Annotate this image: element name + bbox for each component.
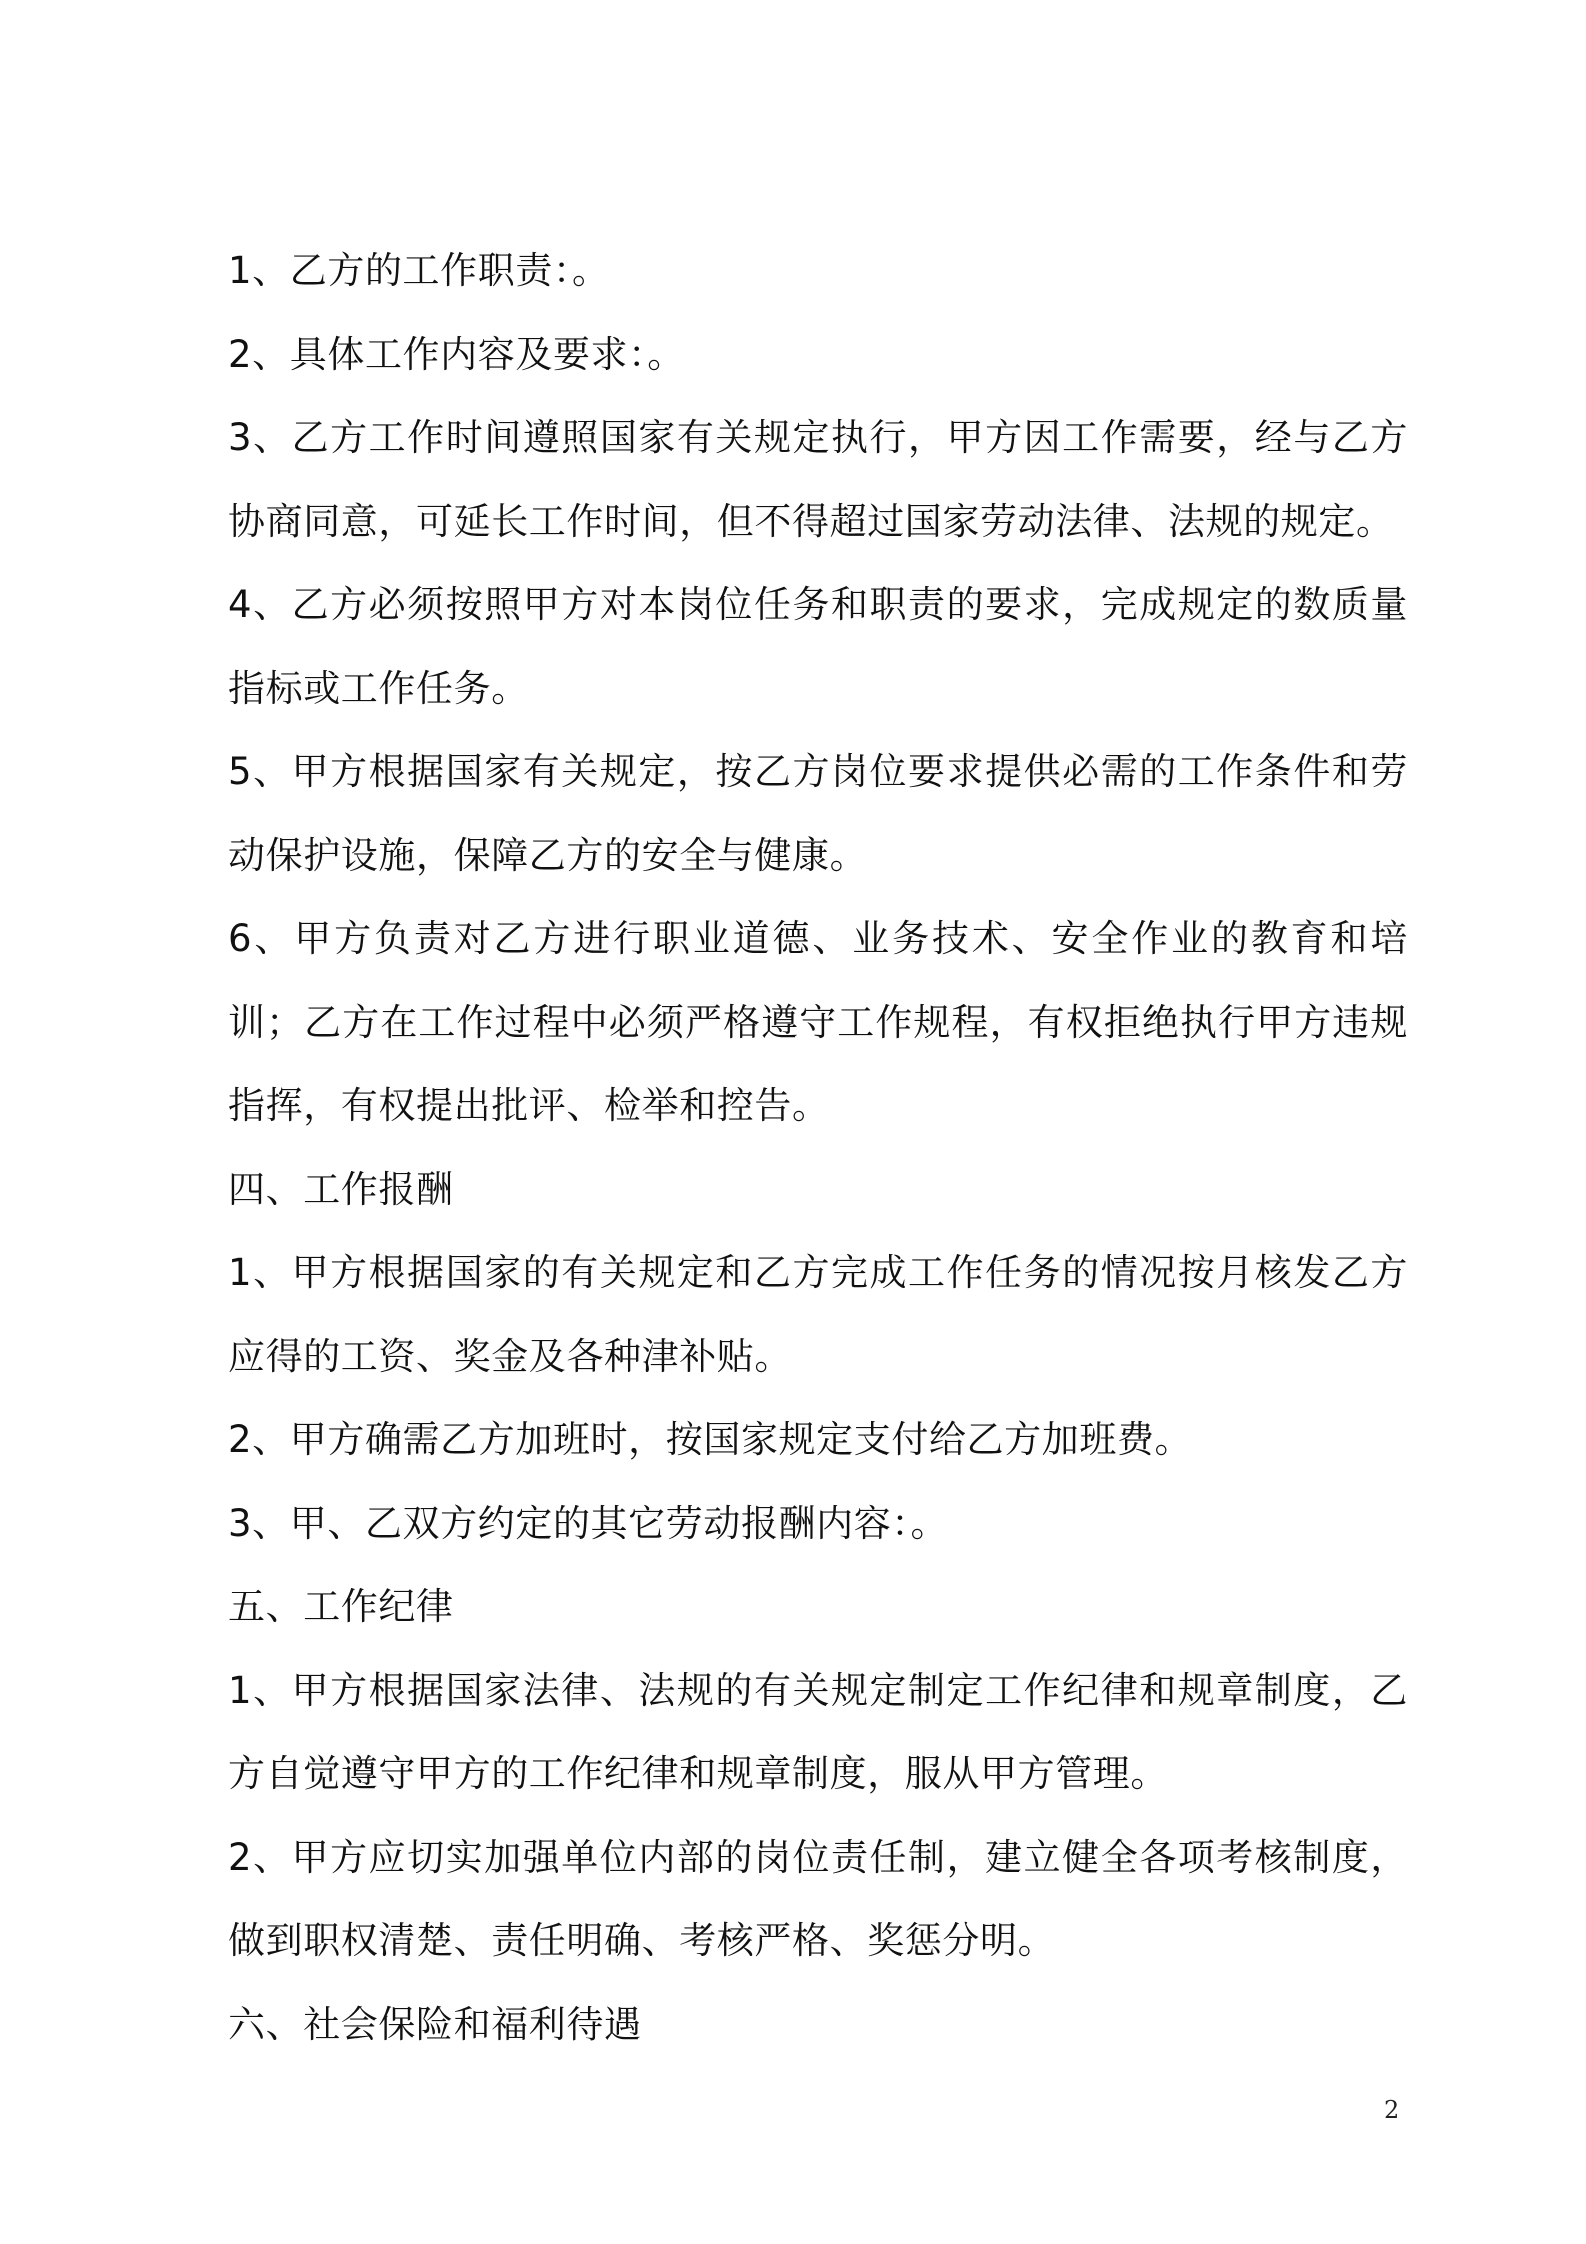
paragraph: 2、甲方确需乙方加班时，按国家规定支付给乙方加班费。	[228, 1418, 1193, 1461]
section-heading: 六、社会保险和福利待遇	[228, 2002, 642, 2046]
section-heading: 五、工作纪律	[228, 1585, 454, 1628]
paragraph: 2、甲方应切实加强单位内部的岗位责任制，建立健全各项考核制度，做到职权清楚、责任明确、考核严格、奖惩分明。	[228, 1835, 1408, 1962]
paragraph: 1、甲方根据国家法律、法规的有关规定制定工作纪律和规章制度，乙方自觉遵守甲方的工作纪律和规章制度，服从甲方管理。	[228, 1668, 1408, 1795]
paragraph: 2、具体工作内容及要求：。	[228, 332, 685, 376]
paragraph: 4、乙方必须按照甲方对本岗位任务和职责的要求，完成规定的数质量指标或工作任务。	[228, 583, 1408, 710]
paragraph: 1、甲方根据国家的有关规定和乙方完成工作任务的情况按月核发乙方应得的工资、奖金及各种津补贴。	[228, 1251, 1408, 1378]
section-heading: 四、工作报酬	[228, 1167, 454, 1211]
paragraph: 1、乙方的工作职责：。	[228, 249, 610, 292]
paragraph: 5、甲方根据国家有关规定，按乙方岗位要求提供必需的工作条件和劳动保护设施，保障乙方的安全与健康。	[228, 750, 1408, 877]
page-number: 2	[1384, 2096, 1400, 2124]
paragraph: 3、甲、乙双方约定的其它劳动报酬内容：。	[228, 1501, 949, 1545]
paragraph: 3、乙方工作时间遵照国家有关规定执行，甲方因工作需要，经与乙方协商同意，可延长工作时间，但不得超过国家劳动法律、法规的规定。	[228, 416, 1408, 543]
paragraph: 6、甲方负责对乙方进行职业道德、业务技术、安全作业的教育和培训；乙方在工作过程中必须严格遵守工作规程，有权拒绝执行甲方违规指挥，有权提出批评、检举和控告。	[228, 917, 1408, 1127]
document-body	[228, 229, 1408, 2066]
